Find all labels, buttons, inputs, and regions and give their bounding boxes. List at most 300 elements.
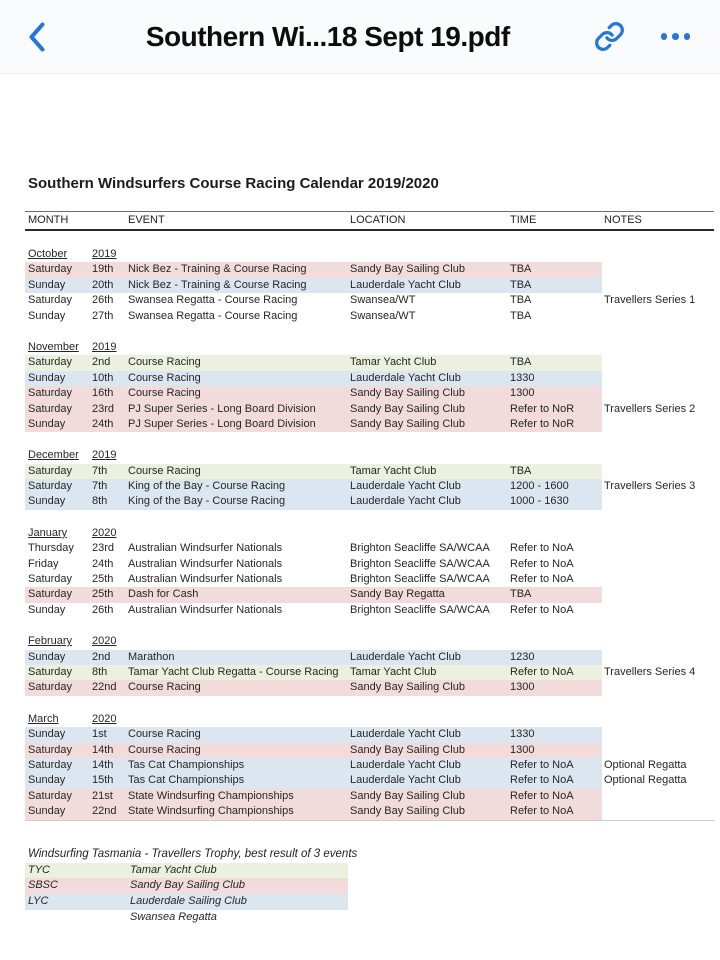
row-highlight-band	[25, 804, 602, 819]
month-notes-cell	[604, 634, 714, 649]
calendar-row	[25, 371, 714, 386]
notes-cell: Optional Regatta	[604, 758, 687, 771]
month-filler-cell	[350, 247, 510, 262]
column-header-location: LOCATION	[350, 214, 406, 226]
month-header-band	[25, 448, 602, 463]
event-cell: Nick Bez - Training & Course Racing	[128, 263, 307, 276]
chevron-left-icon	[28, 22, 45, 52]
date-cell: 7th	[92, 464, 108, 477]
calendar-row	[25, 789, 714, 804]
day-cell: Saturday	[28, 758, 73, 771]
location-cell: Swansea/WT	[350, 294, 416, 307]
table-header-band	[25, 212, 602, 229]
location-cell: Sandy Bay Sailing Club	[350, 681, 465, 694]
month-filler-cell	[128, 712, 350, 727]
location-cell: Sandy Bay Sailing Club	[350, 417, 465, 430]
time-cell: 1300	[510, 743, 535, 756]
event-cell: PJ Super Series - Long Board Division	[128, 417, 316, 430]
month-name-cell	[28, 712, 92, 727]
day-cell: Friday	[28, 557, 59, 570]
month-header-row	[25, 247, 714, 262]
day-cell: Saturday	[28, 681, 73, 694]
location-cell: Tamar Yacht Club	[350, 464, 437, 477]
time-cell: TBA	[510, 309, 532, 322]
notes-cell	[604, 278, 714, 293]
location-cell: Swansea/WT	[350, 309, 416, 322]
event-cell: Marathon	[128, 650, 175, 663]
notes-cell	[604, 355, 714, 370]
column-header-notes: NOTES	[604, 214, 642, 226]
month-header-band	[25, 712, 602, 727]
legend-abbr-cell: TYC	[28, 863, 50, 876]
date-cell: 8th	[92, 495, 108, 508]
event-cell: Course Racing	[128, 681, 201, 694]
event-cell: King of the Bay - Course Racing	[128, 480, 286, 493]
calendar-row	[25, 355, 714, 370]
row-highlight-band	[25, 603, 602, 618]
ellipsis-icon	[661, 33, 668, 40]
back-button[interactable]	[0, 22, 62, 52]
day-cell: Thursday	[28, 542, 74, 555]
location-cell: Lauderdale Yacht Club	[350, 480, 461, 493]
document-title: Southern Windsurfers Course Racing Calendar 2019/2020	[28, 175, 439, 192]
day-cell: Sunday	[28, 495, 66, 508]
notes-cell	[604, 557, 714, 572]
row-highlight-band	[25, 743, 602, 758]
date-cell: 8th	[92, 665, 108, 678]
row-highlight-band	[25, 417, 602, 432]
notes-cell: Travellers Series 3	[604, 480, 696, 493]
time-cell: 1300	[510, 681, 535, 694]
event-cell: Tamar Yacht Club Regatta - Course Racing	[128, 665, 339, 678]
row-highlight-band	[25, 293, 602, 308]
row-highlight-band	[25, 727, 602, 742]
location-cell: Brighton Seacliffe SA/WCAA	[350, 603, 490, 616]
time-cell: 1230	[510, 650, 535, 663]
date-cell: 19th	[92, 263, 114, 276]
legend-row	[25, 863, 348, 879]
row-highlight-band	[25, 479, 602, 494]
notes-cell	[604, 371, 714, 386]
date-cell: 14th	[92, 743, 114, 756]
calendar-body	[25, 247, 714, 820]
time-cell: Refer to NoR	[510, 402, 575, 415]
time-cell: 1330	[510, 371, 535, 384]
date-cell: 14th	[92, 758, 114, 771]
location-cell: Brighton Seacliffe SA/WCAA	[350, 557, 490, 570]
legend-row	[25, 910, 348, 926]
date-cell: 23rd	[92, 542, 115, 555]
date-cell: 25th	[92, 573, 114, 586]
day-cell: Sunday	[28, 417, 66, 430]
location-cell: Sandy Bay Sailing Club	[350, 402, 465, 415]
month-name-cell	[28, 448, 92, 463]
row-highlight-band	[25, 464, 602, 479]
month-year-cell	[92, 634, 128, 649]
date-cell: 26th	[92, 603, 114, 616]
legend-name-cell: Sandy Bay Sailing Club	[130, 879, 245, 892]
event-cell: Course Racing	[128, 371, 201, 384]
month-name-cell	[28, 634, 92, 649]
row-highlight-band	[25, 665, 602, 680]
day-cell: Saturday	[28, 588, 73, 601]
day-cell: Sunday	[28, 603, 66, 616]
notes-cell	[604, 386, 714, 401]
row-highlight-band	[25, 758, 602, 773]
month-header-row	[25, 526, 714, 541]
event-cell: King of the Bay - Course Racing	[128, 495, 286, 508]
date-cell: 27th	[92, 309, 114, 322]
calendar-row	[25, 386, 714, 401]
calendar-row	[25, 557, 714, 572]
calendar-row	[25, 464, 714, 479]
location-cell: Lauderdale Yacht Club	[350, 495, 461, 508]
month-notes-cell	[604, 247, 714, 262]
notes-cell	[604, 603, 714, 618]
row-highlight-band	[25, 309, 602, 324]
event-cell: Australian Windsurfer Nationals	[128, 603, 283, 616]
column-header-month: MONTH	[28, 214, 69, 226]
location-cell: Sandy Bay Sailing Club	[350, 263, 465, 276]
notes-cell	[604, 417, 714, 432]
location-cell: Sandy Bay Regatta	[350, 588, 445, 601]
month-header-band	[25, 526, 602, 541]
month-header-row	[25, 448, 714, 463]
calendar-row	[25, 572, 714, 587]
month-year-cell	[92, 712, 128, 727]
day-cell: Sunday	[28, 728, 66, 741]
event-cell: Course Racing	[128, 356, 201, 369]
row-highlight-band	[25, 402, 602, 417]
day-cell: Sunday	[28, 278, 66, 291]
date-cell: 20th	[92, 278, 114, 291]
row-highlight-band	[25, 386, 602, 401]
legend-abbr-cell: SBSC	[28, 879, 58, 892]
calendar-row	[25, 804, 714, 819]
month-filler-cell	[350, 712, 510, 727]
day-cell: Saturday	[28, 665, 73, 678]
year-label: 2019	[92, 340, 117, 353]
month-filler-cell	[350, 634, 510, 649]
month-filler-cell	[350, 340, 510, 355]
event-cell: Swansea Regatta - Course Racing	[128, 294, 298, 307]
time-cell: Refer to NoA	[510, 573, 574, 586]
day-cell: Saturday	[28, 464, 73, 477]
day-cell: Sunday	[28, 309, 66, 322]
date-cell: 21st	[92, 789, 113, 802]
year-label: 2019	[92, 449, 117, 462]
day-cell: Sunday	[28, 774, 66, 787]
month-filler-cell	[510, 448, 602, 463]
event-cell: Course Racing	[128, 387, 201, 400]
month-year-cell	[92, 247, 128, 262]
event-cell: Nick Bez - Training & Course Racing	[128, 278, 307, 291]
notes-cell	[604, 262, 714, 277]
time-cell: 1200 - 1600	[510, 480, 569, 493]
time-cell: 1000 - 1630	[510, 495, 569, 508]
time-cell: TBA	[510, 464, 532, 477]
notes-cell	[604, 680, 714, 695]
day-cell: Sunday	[28, 371, 66, 384]
month-header-row	[25, 340, 714, 355]
row-highlight-band	[25, 650, 602, 665]
more-options-button[interactable]	[661, 33, 691, 40]
location-cell: Brighton Seacliffe SA/WCAA	[350, 573, 490, 586]
row-highlight-band	[25, 262, 602, 277]
month-filler-cell	[510, 247, 602, 262]
notes-cell	[604, 541, 714, 556]
notes-cell: Travellers Series 4	[604, 665, 696, 678]
time-cell: Refer to NoA	[510, 665, 574, 678]
ellipsis-icon	[672, 33, 679, 40]
month-year-cell	[92, 340, 128, 355]
month-label: October	[28, 248, 68, 260]
month-year-cell	[92, 526, 128, 541]
row-highlight-band	[25, 587, 602, 602]
time-cell: Refer to NoR	[510, 417, 575, 430]
month-header-band	[25, 634, 602, 649]
legend-row	[25, 878, 348, 894]
month-label: February	[28, 635, 73, 648]
legend-name-cell: Swansea Regatta	[130, 910, 217, 923]
calendar-row	[25, 603, 714, 618]
month-filler-cell	[350, 448, 510, 463]
year-label: 2019	[92, 248, 117, 260]
date-cell: 10th	[92, 371, 114, 384]
month-header-row	[25, 634, 714, 649]
location-cell: Tamar Yacht Club	[350, 356, 437, 369]
row-highlight-band	[25, 278, 602, 293]
row-highlight-band	[25, 371, 602, 386]
location-cell: Lauderdale Yacht Club	[350, 371, 461, 384]
month-name-cell	[28, 526, 92, 541]
month-filler-cell	[128, 526, 350, 541]
year-label: 2020	[92, 712, 117, 725]
pdf-page	[0, 174, 720, 926]
time-cell: Refer to NoA	[510, 805, 574, 818]
event-cell: Swansea Regatta - Course Racing	[128, 309, 298, 322]
month-name-cell	[28, 340, 92, 355]
location-cell: Sandy Bay Sailing Club	[350, 789, 465, 802]
month-label: March	[28, 712, 59, 725]
date-cell: 26th	[92, 294, 114, 307]
month-filler-cell	[128, 634, 350, 649]
date-cell: 1st	[92, 728, 107, 741]
notes-cell	[604, 464, 714, 479]
column-header-time: TIME	[510, 214, 537, 226]
month-filler-cell	[510, 340, 602, 355]
calendar-row	[25, 587, 714, 602]
titlebar-actions	[594, 21, 720, 52]
month-label: December	[28, 449, 79, 462]
calendar-row	[25, 650, 714, 665]
date-cell: 24th	[92, 417, 114, 430]
location-cell: Tamar Yacht Club	[350, 665, 437, 678]
day-cell: Saturday	[28, 743, 73, 756]
event-cell: Dash for Cash	[128, 588, 199, 601]
notes-cell: Travellers Series 1	[604, 294, 696, 307]
day-cell: Saturday	[28, 789, 73, 802]
date-cell: 25th	[92, 588, 114, 601]
date-cell: 7th	[92, 480, 108, 493]
notes-cell	[604, 572, 714, 587]
date-cell: 24th	[92, 557, 114, 570]
month-filler-cell	[128, 340, 350, 355]
calendar-row	[25, 680, 714, 695]
location-cell: Sandy Bay Sailing Club	[350, 743, 465, 756]
notes-cell: Optional Regatta	[604, 774, 687, 787]
row-highlight-band	[25, 789, 602, 804]
time-cell: TBA	[510, 263, 532, 276]
year-label: 2020	[92, 635, 117, 648]
date-cell: 2nd	[92, 650, 111, 663]
location-cell: Lauderdale Yacht Club	[350, 650, 461, 663]
calendar-row	[25, 479, 714, 494]
event-cell: Tas Cat Championships	[128, 774, 245, 787]
date-cell: 23rd	[92, 402, 115, 415]
event-cell: Course Racing	[128, 743, 201, 756]
date-cell: 16th	[92, 387, 114, 400]
month-notes-cell	[604, 340, 714, 355]
date-cell: 15th	[92, 774, 114, 787]
row-highlight-band	[25, 773, 602, 788]
time-cell: TBA	[510, 356, 532, 369]
location-cell: Lauderdale Yacht Club	[350, 774, 461, 787]
time-cell: Refer to NoA	[510, 603, 574, 616]
month-label: January	[28, 526, 68, 539]
row-highlight-band	[25, 557, 602, 572]
event-cell: State Windsurfing Championships	[128, 789, 294, 802]
notes-cell	[604, 650, 714, 665]
event-cell: Australian Windsurfer Nationals	[128, 573, 283, 586]
month-header-band	[25, 247, 602, 262]
location-cell: Sandy Bay Sailing Club	[350, 805, 465, 818]
calendar-row	[25, 758, 714, 773]
day-cell: Saturday	[28, 387, 73, 400]
day-cell: Saturday	[28, 480, 73, 493]
calendar-row	[25, 665, 714, 680]
notes-cell	[604, 804, 714, 819]
event-cell: State Windsurfing Championships	[128, 805, 294, 818]
table-header-row	[25, 212, 714, 229]
legend-row	[25, 894, 348, 910]
time-cell: TBA	[510, 278, 532, 291]
time-cell: Refer to NoA	[510, 557, 574, 570]
day-cell: Saturday	[28, 573, 73, 586]
notes-cell	[604, 587, 714, 602]
notes-cell	[604, 494, 714, 509]
time-cell: Refer to NoA	[510, 789, 574, 802]
year-label: 2020	[92, 526, 117, 539]
date-cell: 22nd	[92, 681, 117, 694]
row-highlight-band	[25, 494, 602, 509]
month-filler-cell	[128, 448, 350, 463]
location-cell: Lauderdale Yacht Club	[350, 758, 461, 771]
calendar-row	[25, 278, 714, 293]
link-icon	[594, 21, 625, 52]
legend-name-cell: Tamar Yacht Club	[130, 863, 217, 876]
table-header	[25, 211, 714, 231]
legend-rows	[25, 863, 714, 926]
day-cell: Saturday	[28, 263, 73, 276]
share-link-button[interactable]	[594, 21, 625, 52]
legend-abbr-cell: LYC	[28, 895, 49, 908]
month-name-cell	[28, 247, 92, 262]
month-notes-cell	[604, 448, 714, 463]
column-header-event: EVENT	[128, 214, 165, 226]
calendar-row	[25, 773, 714, 788]
pdf-filename-title: Southern Wi...18 Sept 19.pdf	[145, 20, 510, 52]
location-cell: Sandy Bay Sailing Club	[350, 387, 465, 400]
date-cell: 2nd	[92, 356, 111, 369]
month-filler-cell	[128, 247, 350, 262]
location-cell: Lauderdale Yacht Club	[350, 728, 461, 741]
location-cell: Brighton Seacliffe SA/WCAA	[350, 542, 490, 555]
day-cell: Saturday	[28, 356, 73, 369]
event-cell: Course Racing	[128, 464, 201, 477]
time-cell: 1330	[510, 728, 535, 741]
time-cell: Refer to NoA	[510, 542, 574, 555]
calendar-row	[25, 309, 714, 324]
notes-cell	[604, 789, 714, 804]
day-cell: Sunday	[28, 650, 66, 663]
row-highlight-band	[25, 355, 602, 370]
ellipsis-icon	[684, 33, 691, 40]
time-cell: Refer to NoA	[510, 758, 574, 771]
day-cell: Sunday	[28, 805, 66, 818]
calendar-row	[25, 417, 714, 432]
column-header-spacer	[92, 212, 128, 229]
time-cell: TBA	[510, 588, 532, 601]
month-header-band	[25, 340, 602, 355]
time-cell: TBA	[510, 294, 532, 307]
legend-abbr-cell	[25, 910, 130, 926]
time-cell: Refer to NoA	[510, 774, 574, 787]
legend-title: Windsurfing Tasmania - Travellers Trophy, best result of 3 events	[28, 847, 358, 860]
row-highlight-band	[25, 572, 602, 587]
day-cell: Saturday	[28, 402, 73, 415]
calendar-row	[25, 541, 714, 556]
event-cell: Tas Cat Championships	[128, 758, 245, 771]
month-year-cell	[92, 448, 128, 463]
event-cell: Australian Windsurfer Nationals	[128, 557, 283, 570]
notes-cell: Travellers Series 2	[604, 402, 696, 415]
calendar-row	[25, 262, 714, 277]
month-notes-cell	[604, 526, 714, 541]
calendar-row	[25, 727, 714, 742]
month-filler-cell	[510, 712, 602, 727]
calendar-row	[25, 402, 714, 417]
legend-name-cell: Lauderdale Sailing Club	[130, 895, 247, 908]
day-cell: Saturday	[28, 294, 73, 307]
notes-cell	[604, 309, 714, 324]
time-cell: 1300	[510, 387, 535, 400]
notes-cell	[604, 743, 714, 758]
event-cell: PJ Super Series - Long Board Division	[128, 402, 316, 415]
table-bottom-rule	[25, 820, 714, 821]
calendar-row	[25, 494, 714, 509]
location-cell: Lauderdale Yacht Club	[350, 278, 461, 291]
pdf-viewer-titlebar	[0, 0, 720, 74]
row-highlight-band	[25, 541, 602, 556]
month-header-row	[25, 712, 714, 727]
month-filler-cell	[510, 526, 602, 541]
month-filler-cell	[510, 634, 602, 649]
month-filler-cell	[350, 526, 510, 541]
event-cell: Australian Windsurfer Nationals	[128, 542, 283, 555]
notes-cell	[604, 727, 714, 742]
month-label: November	[28, 340, 79, 353]
